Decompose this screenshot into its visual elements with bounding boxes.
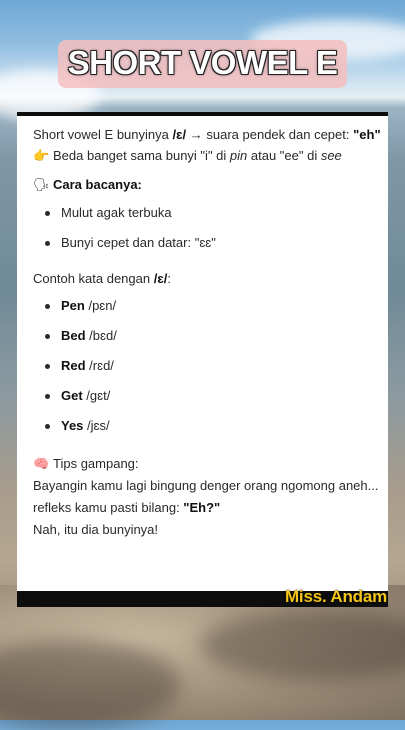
cara-heading-line [33,176,388,194]
word: Get [61,388,83,404]
intro-ipa: /ɛ/ [172,127,187,142]
list-item [33,351,388,381]
brain-icon: 🧠 [33,456,50,472]
word-list [33,291,388,441]
list-item [33,291,388,321]
page-title: SHORT VOWEL E [58,40,348,88]
tips-eh: "Eh?" [183,500,221,516]
diff-line [33,147,388,165]
speaking-head-icon: 🗣 [33,177,50,193]
tips-heading-line [33,453,388,475]
title-banner [0,40,405,88]
diff-pin: pin [229,147,248,163]
pointing-hand-icon: 👉 [33,147,50,163]
word: Bed [61,328,86,344]
cara-list [33,198,388,258]
word-ipa: /jɛs/ [83,418,110,434]
author-watermark: Miss. Andam [284,587,387,606]
word-ipa: /bɛd/ [85,328,117,344]
tips-block [33,453,388,541]
list-item [33,411,388,441]
tips-text: refleks kamu pasti bilang: [33,500,184,516]
intro-arrow-text: → suara pendek dan cepet: [186,127,354,142]
contoh-colon: : [167,270,172,286]
word: Red [61,358,86,374]
word: Pen [61,298,85,314]
intro-text: Short vowel E bunyinya [33,127,173,142]
contoh-ipa: /ɛ/ [153,270,168,286]
list-item: Bunyi cepet dan datar: "ɛɛ" [33,228,388,258]
tips-heading: Tips gampang: [53,456,139,472]
contoh-text: Contoh kata dengan [33,270,154,286]
lesson-card [17,112,388,607]
tips-line: Nah, itu dia bunyinya! [33,522,159,538]
word: Yes [61,418,84,434]
intro-line [33,126,388,144]
contoh-line [33,270,388,288]
list-item [33,381,388,411]
diff-see: see [320,147,342,163]
word-ipa: /rɛd/ [85,358,114,374]
word-ipa: /gɛt/ [82,388,111,404]
tips-line: Bayangin kamu lagi bingung denger orang ngomong aneh... [33,478,379,494]
list-item: Mulut agak terbuka [33,198,388,228]
cara-heading: Cara bacanya: [53,177,142,193]
word-ipa: /pɛn/ [84,298,117,314]
list-item [33,321,388,351]
tips-line [33,497,388,519]
diff-text: Beda banget sama bunyi "i" di [53,147,230,163]
diff-mid-text: atau "ee" di [247,147,321,163]
intro-eh: "eh" [353,127,381,142]
